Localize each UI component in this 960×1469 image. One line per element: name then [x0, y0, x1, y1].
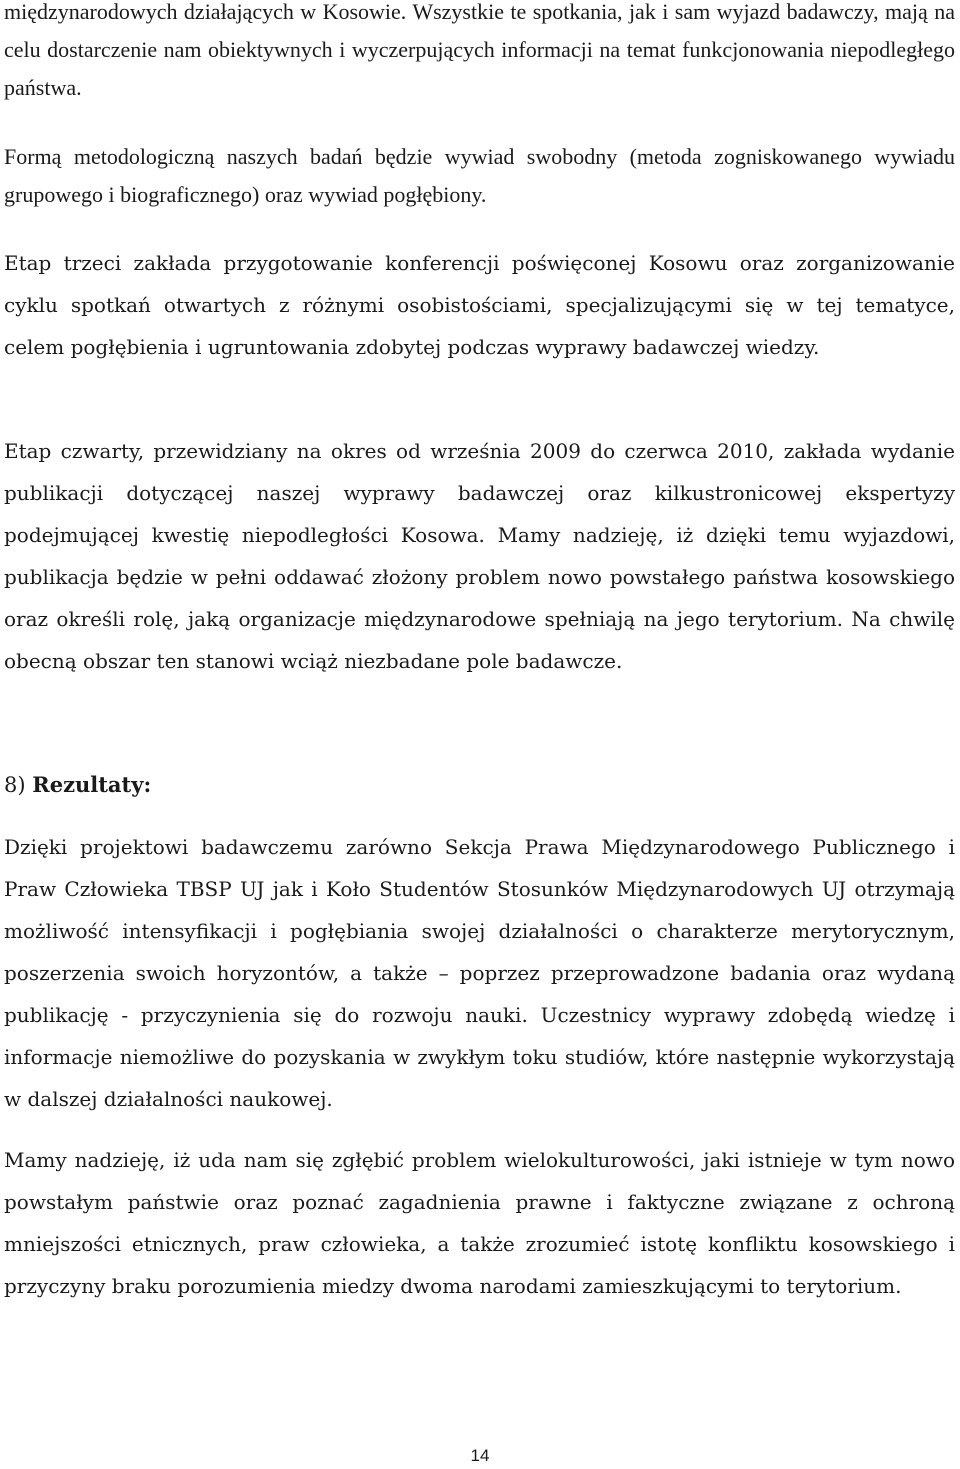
paragraph-hopes: Mamy nadzieję, iż uda nam się zgłębić problem wielokulturowości, jaki istnieje w tym nowo powstałym państwie oraz poznać zagadnienia prawne i faktyczne związane z ochroną mniejszości etnicznych, praw człowieka, a także zrozumieć istotę konfliktu kosowskiego i przyczyny braku porozumienia miedzy dwoma narodami zamieszkującymi to terytorium.: [4, 1148, 955, 1298]
paragraph-stage-three: Etap trzeci zakłada przygotowanie konferencji poświęconej Kosowu oraz zorganizowanie cyklu spotkań otwartych z różnymi osobistościami, specjalizującymi się w tej tematyce, celem pogłębienia i ugruntowania zdobytej podczas wyprawy badawczej wiedzy.: [4, 251, 955, 359]
section-number: 8): [4, 773, 26, 797]
paragraph-stage-four: Etap czwarty, przewidziany na okres od września 2009 do czerwca 2010, zakłada wydanie publikacji dotyczącej naszej wyprawy badawczej oraz kilkustronicowej ekspertyzy podejmującej kwestię niepodległości Kosowa. Mamy nadzieję, iż dzięki temu wyjazdowi, publikacja będzie w pełni oddawać złożony problem nowo powstałego państwa kosowskiego oraz określi rolę, jaką organizacje międzynarodowe spełniają na jego terytorium. Na chwilę obecną obszar ten stanowi wciąż niezbadane pole badawcze.: [4, 439, 955, 673]
section-heading: [4, 764, 151, 806]
page-number: 14: [470, 1446, 490, 1465]
paragraph-methodology: Formą metodologiczną naszych badań będzie wywiad swobodny (metoda zogniskowanego wywiadu grupowego i biograficznego) oraz wywiad pogłębiony.: [4, 144, 955, 207]
paragraph-meetings: międzynarodowych działających w Kosowie. Wszystkie te spotkania, jak i sam wyjazd badawczy, mają na celu dostarczenie nam obiektywnych i wyczerpujących informacji na temat funkcjonowania niepodległego państwa.: [4, 0, 955, 100]
section-title: Rezultaty:: [32, 772, 152, 797]
paragraph-results: Dzięki projektowi badawczemu zarówno Sekcja Prawa Międzynarodowego Publicznego i Praw Człowieka TBSP UJ jak i Koło Studentów Stosunków Międzynarodowych UJ otrzymają możliwość intensyfikacji i pogłębiania swojej działalności o charakterze merytorycznym, poszerzenia swoich horyzontów, a także – poprzez przeprowadzone badania oraz wydaną publikację - przyczynienia się do rozwoju nauki. Uczestnicy wyprawy zdobędą wiedzę i informacje niemożliwe do pozyskania w zwykłym toku studiów, które następnie wykorzystają w dalszej działalności naukowej.: [4, 835, 955, 1111]
